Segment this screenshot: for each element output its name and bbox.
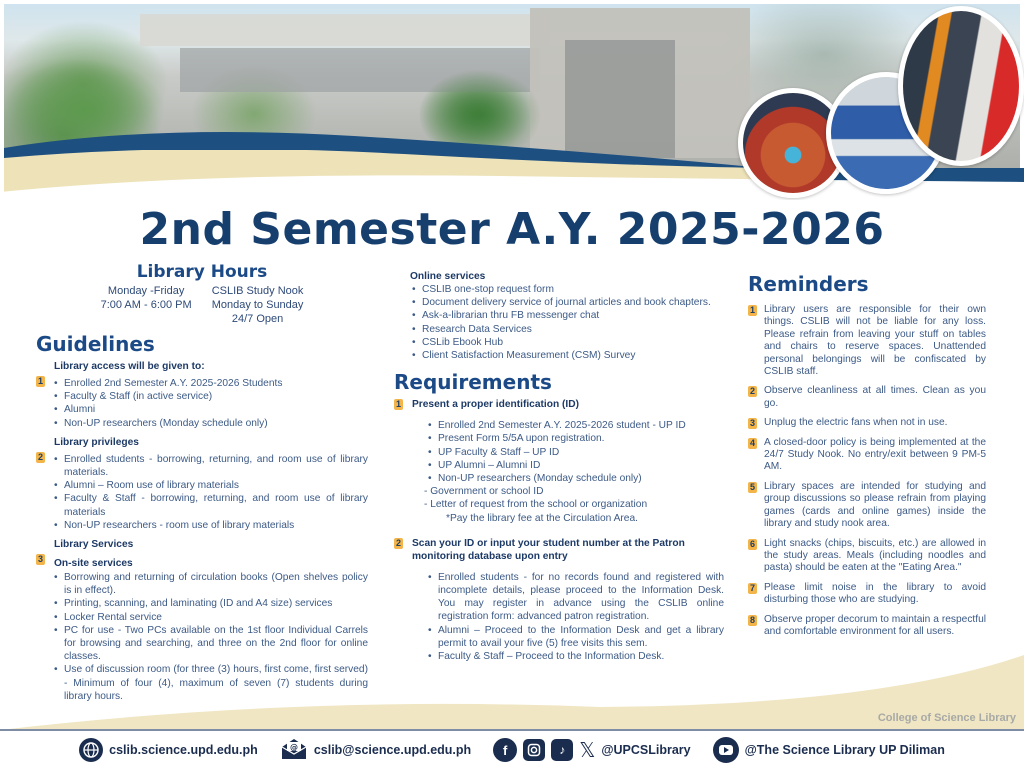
list-item: • Alumni – Room use of library materials: [54, 479, 368, 492]
sub-item: - Letter of request from the school or organization: [424, 499, 648, 511]
list-item: • Ask-a-librarian thru FB messenger chat: [412, 309, 724, 322]
list-item: • Enrolled students - borrowing, returning, and room use of library materials.: [54, 453, 368, 479]
footer-divider: [0, 729, 1024, 731]
list-item: • Borrowing and returning of circulation books (Open shelves policy is in effect).: [54, 571, 368, 597]
facebook-icon[interactable]: f: [493, 738, 517, 762]
social-handle[interactable]: @UPCSLibrary: [601, 743, 691, 757]
reminder-text: Please limit noise in the library to avoid disturbing those who are studying.: [764, 581, 986, 606]
guideline-access-title: Library access will be given to:: [54, 361, 205, 372]
email-link[interactable]: [280, 738, 471, 763]
list-item: • UP Alumni – Alumni ID: [428, 459, 724, 472]
guideline-services-title: Library Services: [54, 539, 134, 551]
guidelines-heading: Guidelines: [36, 332, 155, 356]
number-badge-8: 8: [749, 614, 755, 625]
list-item: • Use of discussion room (for three (3) hours, first come, first served) - Minimum of four (4), maximum of seven (7) students during library hours.: [54, 663, 368, 703]
list-item: • Faculty & Staff (in active service): [54, 390, 368, 403]
list-item: • Non-UP researchers - room use of library materials: [54, 519, 368, 532]
photo-bookshelves: [898, 6, 1024, 166]
reminder-text: Unplug the electric fans when not in use.: [764, 417, 948, 429]
guideline-privileges-title: Library privileges: [54, 436, 139, 448]
study-nook-name: CSLIB Study Nook: [211, 285, 304, 297]
list-item: • PC for use - Two PCs available on the 1st floor Individual Carrels for browsing and searching, and three on the 2nd floor for online classes.: [54, 624, 368, 664]
requirement-scan: [394, 537, 724, 663]
number-badge-7: 7: [749, 582, 755, 593]
reminder-item: [748, 614, 986, 639]
list-item: • Document delivery service of journal articles and book chapters.: [412, 296, 724, 309]
list-item: • Non-UP researchers (Monday schedule only): [54, 417, 368, 430]
library-hours: [36, 262, 368, 326]
svg-text:@: @: [289, 742, 298, 752]
number-badge-2: 2: [37, 451, 43, 462]
guideline-access: [36, 360, 368, 430]
number-badge-1: 1: [37, 376, 43, 386]
list-item: • Research Data Services: [412, 323, 724, 336]
reminder-text: Light snacks (chips, biscuits, etc.) are allowed in the study areas. Meals (including noodles and pasta) should be eaten at the "Eating Area.": [764, 537, 986, 574]
reminder-item: [748, 304, 986, 378]
reminder-item: [748, 437, 986, 474]
reminder-text: Observe proper decorum to maintain a respectful and comfortable environment for all users.: [764, 613, 986, 637]
list-item: • Alumni – Proceed to the Information Desk and get a library permit to avail your five (5) free visits this sem.: [428, 624, 724, 650]
social-links: [493, 738, 690, 763]
youtube-icon: [713, 737, 739, 763]
reminder-item: [748, 417, 986, 429]
list-item: • Enrolled 2nd Semester A.Y. 2025-2026 Students: [54, 377, 368, 390]
list-item: • CSLib Ebook Hub: [412, 336, 724, 349]
guideline-privileges: [36, 436, 368, 532]
online-services-title: Online services: [410, 271, 486, 282]
hours-weekday-time: 7:00 AM - 6:00 PM: [100, 299, 192, 311]
list-item: • Enrolled students - for no records found and registered with incomplete details, please proceed to the Information Desk. You may register in advance using the CSLIB online registration form: advanced patron registration.: [428, 571, 724, 624]
website-text: cslib.science.upd.edu.ph: [109, 743, 258, 757]
reminder-text: Observe cleanliness at all times. Clean as you go.: [764, 385, 986, 409]
number-badge-4: 4: [749, 437, 755, 448]
reminder-item: [748, 481, 986, 531]
left-column: [36, 262, 368, 709]
email-icon: [280, 738, 308, 763]
reminder-item: [748, 385, 986, 410]
youtube-handle: @The Science Library UP Diliman: [744, 743, 945, 757]
number-badge-2: 2: [395, 537, 401, 548]
number-badge-5: 5: [749, 481, 755, 492]
list-item: • Non-UP researchers (Monday schedule only): [428, 472, 724, 485]
list-item: • UP Faculty & Staff – UP ID: [428, 446, 724, 459]
college-label: College of Science Library: [877, 712, 1016, 724]
list-item: • Locker Rental service: [54, 611, 368, 624]
list-item: • CSLIB one-stop request form: [412, 283, 724, 296]
number-badge-3: 3: [37, 554, 43, 565]
hours-weekday: [101, 284, 192, 326]
reminder-item: [748, 582, 986, 607]
library-hours-heading: Library Hours: [136, 262, 268, 282]
number-badge-2: 2: [749, 386, 755, 397]
tiktok-icon[interactable]: ♪: [551, 739, 573, 761]
reminder-text: Library users are responsible for their own things. CSLIB will not be liable for any loss. Please refrain from leaving your stuff on tables and chairs to reserve spaces. Unattended personal belongings will be confiscated by CSLIB staff.: [764, 304, 986, 378]
study-nook-days: Monday to Sunday: [211, 299, 304, 311]
instagram-icon[interactable]: [523, 739, 545, 761]
list-item: • Enrolled 2nd Semester A.Y. 2025-2026 student - UP ID: [428, 419, 724, 432]
onsite-services-title: On-site services: [54, 558, 133, 570]
number-badge-1: 1: [749, 305, 755, 315]
guideline-services: [36, 538, 368, 703]
list-item: • Faculty & Staff – Proceed to the Information Desk.: [428, 650, 724, 663]
sub-item: - Government or school ID: [424, 486, 544, 498]
list-item: • Printing, scanning, and laminating (ID and A4 size) services: [54, 597, 368, 610]
requirements-heading: Requirements: [394, 370, 552, 395]
page-title: 2nd Semester A.Y. 2025-2026: [139, 204, 885, 255]
reminder-text: A closed-door policy is being implemented at the 24/7 Study Nook. No entry/exit between 9 PM-5 AM.: [764, 436, 986, 473]
list-item: • Client Satisfaction Measurement (CSM) Survey: [412, 349, 724, 362]
globe-icon: [79, 738, 103, 762]
reminders-heading: Reminders: [748, 272, 869, 296]
contact-footer: [0, 734, 1024, 766]
number-badge-1: 1: [395, 399, 401, 410]
reminder-item: [748, 538, 986, 575]
building-entrance: [565, 40, 675, 158]
number-badge-6: 6: [749, 538, 755, 549]
email-text: cslib@science.upd.edu.ph: [313, 743, 472, 757]
hours-study-nook: [212, 284, 304, 326]
right-column: [748, 272, 986, 645]
x-icon[interactable]: 𝕏: [579, 739, 596, 762]
hours-weekday-days: Monday -Friday: [107, 285, 185, 297]
requirement-scan-title: Scan your ID or input your student number at the Patron monitoring database upon entry: [412, 537, 685, 562]
requirement-id: [394, 398, 724, 525]
fee-note: *Pay the library fee at the Circulation Area.: [446, 512, 638, 524]
reminder-text: Library spaces are intended for studying and group discussions so please refrain from playing games (cards and online games) inside the library and study nook area.: [764, 480, 986, 530]
list-item: • Present Form 5/5A upon registration.: [428, 432, 724, 445]
building-roof: [140, 14, 550, 46]
website-link[interactable]: [79, 738, 258, 762]
number-badge-3: 3: [749, 418, 755, 429]
middle-column: [394, 270, 724, 669]
study-nook-time: 24/7 Open: [231, 313, 284, 325]
list-item: • Alumni: [54, 403, 368, 416]
hero-banner: [0, 0, 1024, 200]
youtube-link[interactable]: [713, 737, 945, 763]
requirement-id-title: Present a proper identification (ID): [412, 399, 579, 411]
list-item: • Faculty & Staff - borrowing, returning, and room use of library materials: [54, 492, 368, 518]
